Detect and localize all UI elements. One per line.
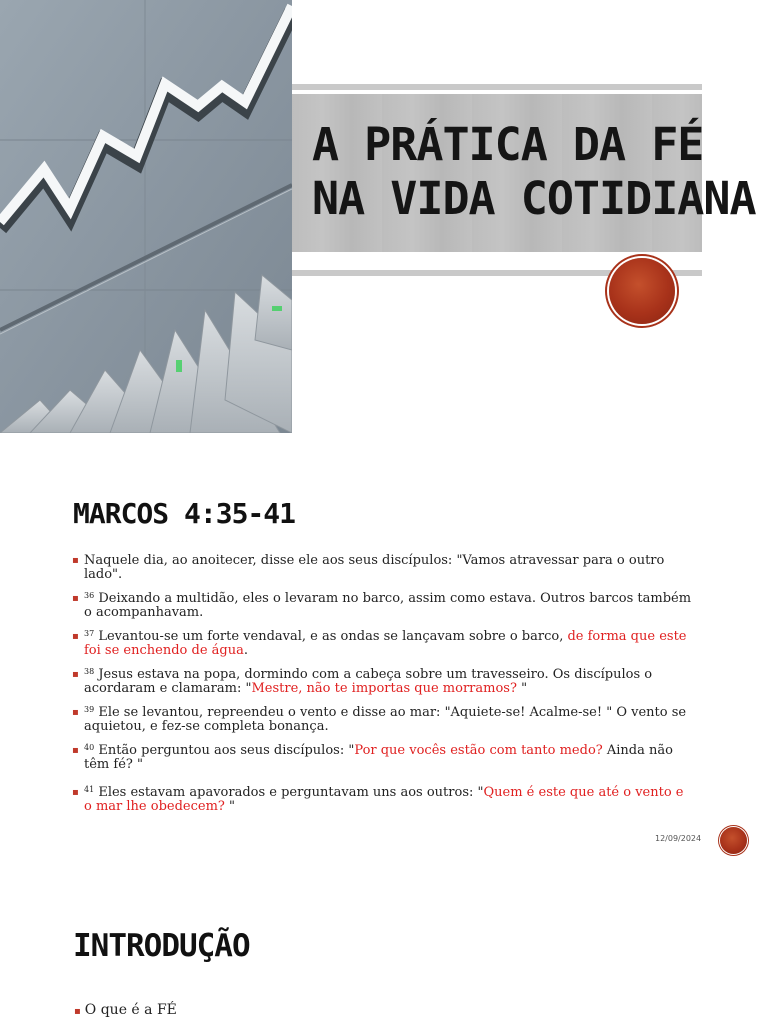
bullet-icon: ▪ — [74, 1006, 81, 1017]
bullet-icon: ▪ — [72, 593, 79, 604]
verse-item — [72, 706, 694, 734]
verse-text: Então perguntou aos seus discípulos: " — [98, 743, 355, 758]
slide-title — [312, 118, 756, 226]
verse-number: 40 — [84, 743, 95, 752]
bullet-icon: ▪ — [72, 555, 79, 566]
red-circle-ornament — [609, 258, 675, 324]
slide-heading: MARCOS 4:35-41 — [73, 497, 296, 530]
bullet-icon: ▪ — [72, 745, 79, 756]
title-line-1: A PRÁTICA DA FÉ — [312, 118, 704, 171]
verse-number: 38 — [84, 667, 95, 676]
verse-highlight: Por que vocês estão com tanto medo? — [354, 743, 603, 758]
verse-number: 41 — [84, 785, 95, 794]
verse-item — [72, 592, 694, 620]
bullet-icon: ▪ — [72, 669, 79, 680]
verse-text: Eles estavam apavorados e perguntavam uns aos outros: " — [98, 785, 484, 800]
bullet-icon: ▪ — [72, 631, 79, 642]
title-slide — [0, 0, 768, 440]
intro-list-item — [74, 1002, 177, 1018]
bullet-icon: ▪ — [72, 707, 79, 718]
verse-highlight: Mestre, não te importas que morramos? — [251, 681, 517, 696]
verse-highlight: Quem é este que até o vento e o mar lhe obedecem? — [84, 785, 684, 814]
verse-item — [72, 554, 694, 582]
intro-slide — [0, 874, 768, 1024]
verse-text: Ele se levantou, repreendeu o vento e disse ao mar: "Aquiete-se! Acalme-se! " O vento se aquietou, e fez-se completa bonança. — [84, 705, 687, 734]
verse-highlight: de forma que este foi se enchendo de água — [84, 629, 687, 658]
verse-tail: . — [243, 643, 248, 658]
title-line-2: NA VIDA COTIDIANA — [312, 172, 756, 225]
slide-date: 12/09/2024 — [655, 834, 702, 843]
verse-tail: " — [516, 681, 528, 696]
red-circle-ornament-small — [720, 827, 747, 854]
verse-list — [72, 554, 694, 824]
verse-number: 39 — [84, 705, 95, 714]
verse-item — [72, 786, 694, 814]
verse-item — [72, 744, 694, 772]
slide-heading: INTRODUÇÃO — [73, 928, 250, 964]
verse-text: Jesus estava na popa, dormindo com a cabeça sobre um travesseiro. Os discípulos o acordaram e clamaram: " — [84, 667, 653, 696]
verse-text: Naquele dia, ao anoitecer, disse ele aos seus discípulos: "Vamos atravessar para o outro lado". — [84, 553, 665, 582]
title-band — [292, 84, 756, 276]
verse-tail: Ainda não têm fé? " — [84, 743, 673, 772]
verse-tail: " — [224, 799, 235, 814]
verse-text: Levantou-se um forte vendaval, e as ondas se lançavam sobre o barco, — [98, 629, 568, 644]
verse-number: 37 — [84, 629, 95, 638]
verse-item — [72, 630, 694, 658]
verse-item — [72, 668, 694, 696]
top-rule — [292, 84, 702, 90]
verse-number: 36 — [84, 591, 95, 600]
scripture-slide — [0, 441, 768, 874]
intro-item-text: O que é a FÉ — [84, 1002, 177, 1018]
bullet-icon: ▪ — [72, 787, 79, 798]
verse-text: Deixando a multidão, eles o levaram no barco, assim como estava. Outros barcos também o acompanhavam. — [84, 591, 692, 620]
stairs-growth-chart-photo — [0, 0, 292, 433]
